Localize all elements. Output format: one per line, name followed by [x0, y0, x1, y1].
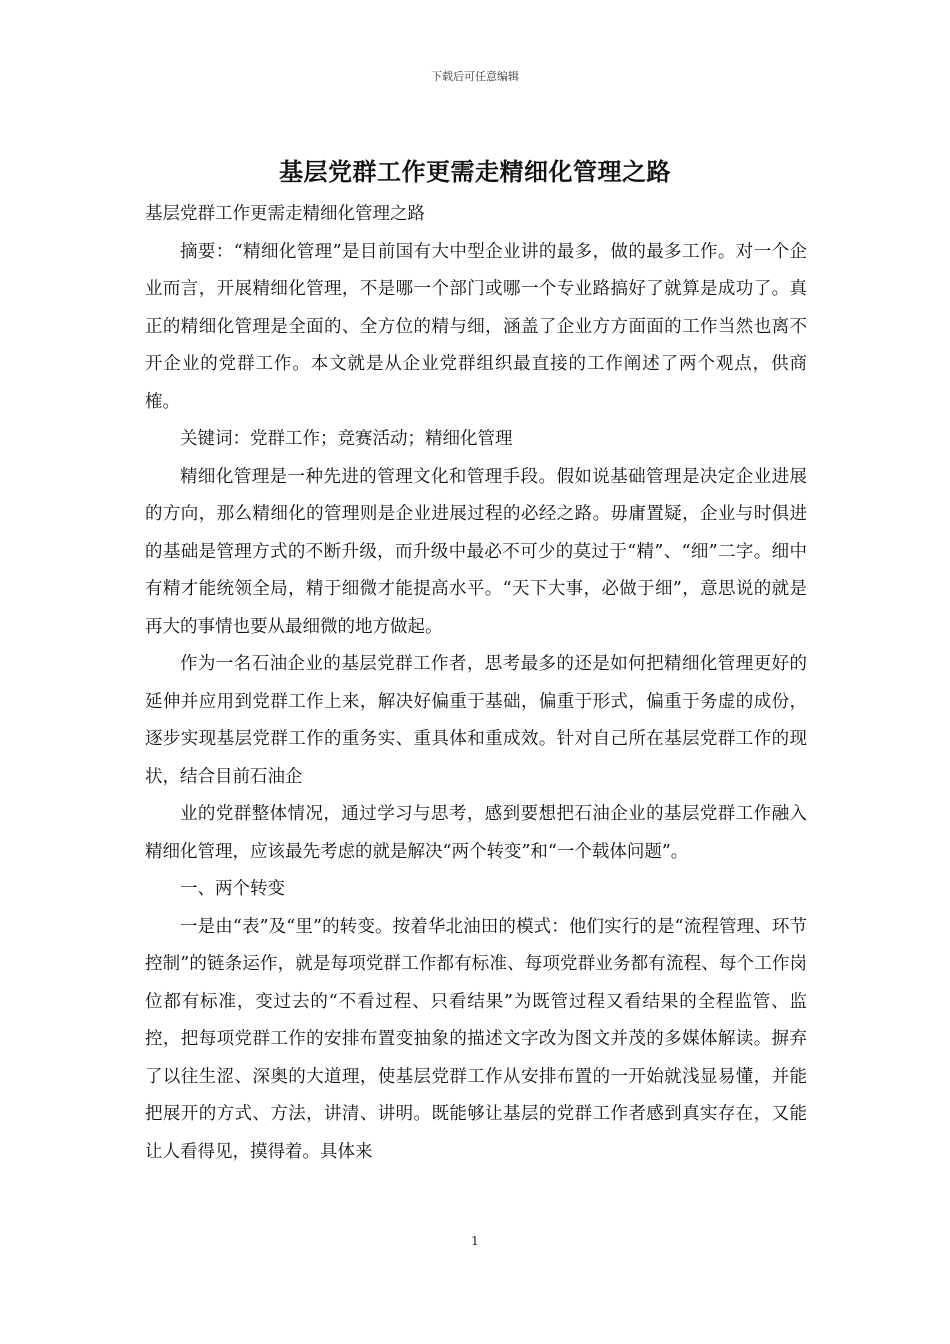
body-paragraph: 精细化管理是一种先进的管理文化和管理手段。假如说基础管理是决定企业进展的方向，那么精细化的管理则是企业进展过程的必经之路。毋庸置疑，企业与时俱进的基础是管理方式的不断升级，而升级中最必不可少的莫过于“精”、“细”二字。细中有精才能统领全局，精于细微才能提高水平。“天下大事，必做于细”，意思说的就是再大的事情也要从最细微的地方做起。 — [145, 466, 807, 637]
document-body — [145, 196, 807, 1171]
page-number: 1 — [471, 1234, 479, 1248]
abstract-paragraph: 摘要：“精细化管理”是目前国有大中型企业讲的最多，做的最多工作。对一个企业而言，开展精细化管理，不是哪一个部门或哪一个专业路搞好了就算是成功了。真正的精细化管理是全面的、全方位的精与细，涵盖了企业方方面面的工作当然也离不开企业的党群工作。本文就是从企业党群组织最直接的工作阐述了两个观点，供商榷。 — [145, 241, 807, 412]
body-paragraph: 业的党群整体情况，通过学习与思考，感到要想把石油企业的基层党群工作融入精细化管理，应该最先考虑的就是解决“两个转变”和“一个载体问题”。 — [145, 804, 807, 862]
document-title: 基层党群工作更需走精细化管理之路 — [279, 157, 671, 186]
section-heading: 一、两个转变 — [180, 879, 285, 899]
body-paragraph: 一是由“表”及“里”的转变。按着华北油田的模式：他们实行的是“流程管理、环节控制”的链条运作，就是每项党群工作都有标准、每项党群业务都有流程、每个工作岗位都有标准，变过去的“不看过程、只看结果”为既管过程又看结果的全程监管、监控，把每项党群工作的安排布置变抽象的描述文字改为图文并茂的多媒体解读。摒弃了以往生涩、深奥的大道理，使基层党群工作从安排布置的一开始就浅显易懂，并能把展开的方式、方法，讲清、讲明。既能够让基层的党群工作者感到真实存在，又能让人看得见，摸得着。具体来 — [145, 916, 807, 1162]
body-paragraph: 作为一名石油企业的基层党群工作者，思考最多的还是如何把精细化管理更好的延伸并应用到党群工作上来，解决好偏重于基础，偏重于形式，偏重于务虚的成份，逐步实现基层党群工作的重务实、重具体和重成效。针对自己所在基层党群工作的现状，结合目前石油企 — [145, 654, 807, 787]
keywords-paragraph: 关键词：党群工作；竞赛活动；精细化管理 — [180, 429, 513, 449]
page-header: 下载后可任意编辑 — [431, 70, 519, 83]
body-paragraph: 基层党群工作更需走精细化管理之路 — [145, 204, 425, 224]
